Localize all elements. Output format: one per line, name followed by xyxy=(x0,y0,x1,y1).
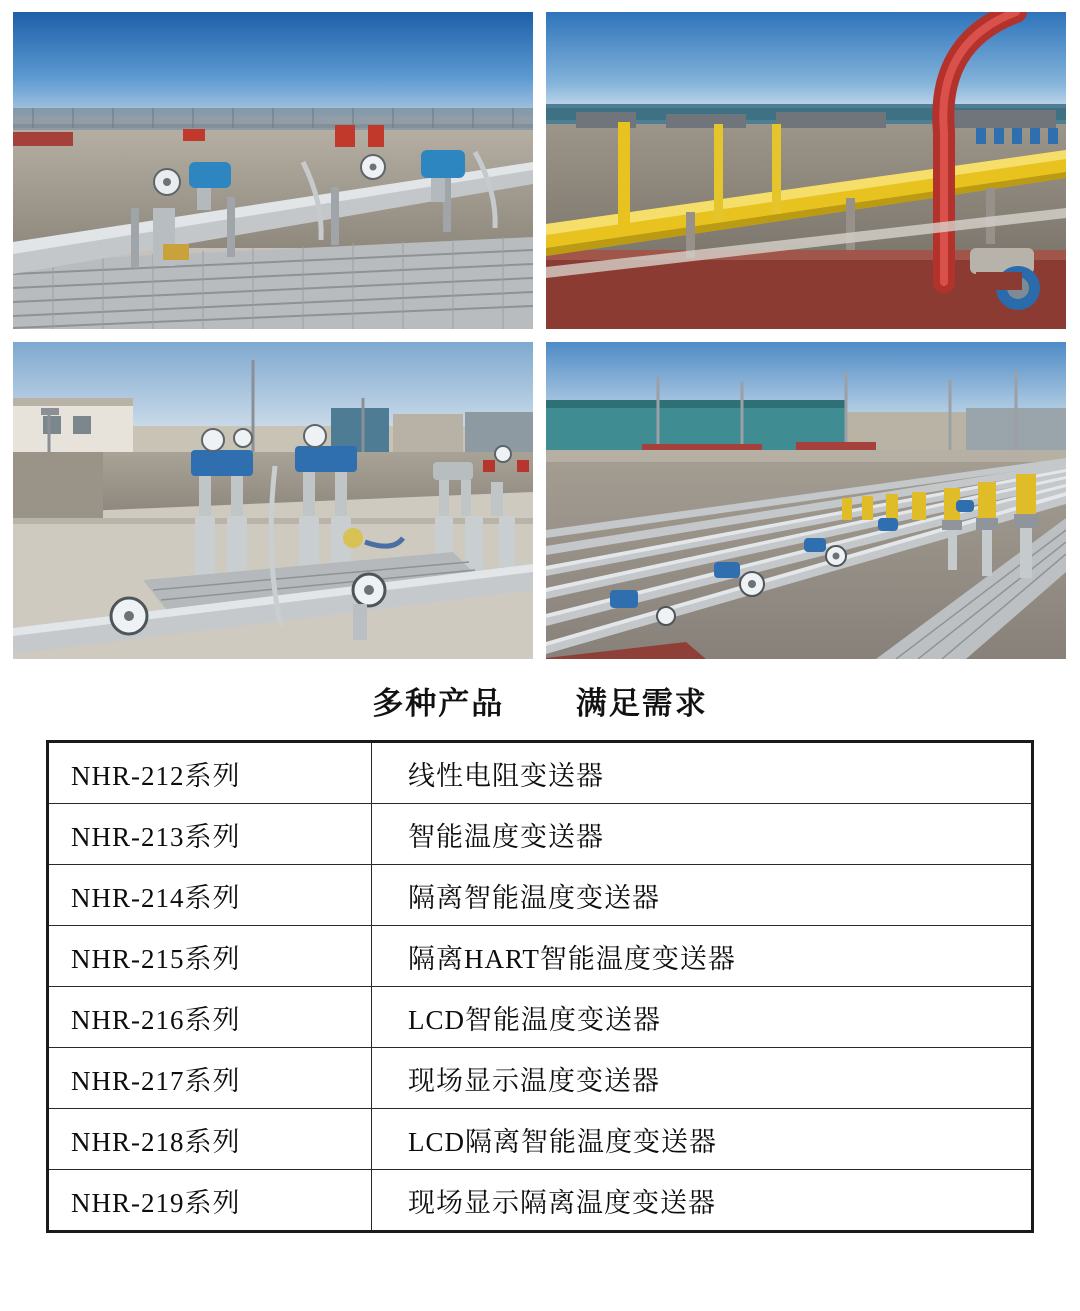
product-model: NHR-215系列 xyxy=(48,926,372,987)
photo-yellow-pipeline-image xyxy=(546,12,1066,329)
product-description: LCD隔离智能温度变送器 xyxy=(372,1109,1033,1170)
product-model: NHR-212系列 xyxy=(48,742,372,804)
product-model: NHR-213系列 xyxy=(48,804,372,865)
table-row xyxy=(48,742,1033,804)
product-model: NHR-219系列 xyxy=(48,1170,372,1232)
table-row xyxy=(48,1048,1033,1109)
photo-pipe-array xyxy=(546,342,1066,659)
photo-pipeline-gauges-image xyxy=(13,12,533,329)
product-description: 现场显示隔离温度变送器 xyxy=(372,1170,1033,1232)
section-heading-left: 多种产品 xyxy=(372,686,505,722)
product-description: 线性电阻变送器 xyxy=(372,742,1033,804)
table-row xyxy=(48,926,1033,987)
photo-pipe-array-image xyxy=(546,342,1066,659)
product-model: NHR-214系列 xyxy=(48,865,372,926)
photo-gallery xyxy=(13,12,1067,659)
product-table xyxy=(46,740,1034,1233)
table-row xyxy=(48,1109,1033,1170)
product-model: NHR-218系列 xyxy=(48,1109,372,1170)
product-model: NHR-216系列 xyxy=(48,987,372,1048)
section-heading-right: 满足需求 xyxy=(575,686,708,722)
product-description: LCD智能温度变送器 xyxy=(372,987,1033,1048)
photo-yellow-pipeline xyxy=(546,12,1066,329)
table-row xyxy=(48,1170,1033,1232)
photo-pipeline-gauges xyxy=(13,12,533,329)
table-row xyxy=(48,987,1033,1048)
product-model: NHR-217系列 xyxy=(48,1048,372,1109)
table-row xyxy=(48,865,1033,926)
product-description: 隔离智能温度变送器 xyxy=(372,865,1033,926)
photo-manifold-platform xyxy=(13,342,533,659)
product-description: 隔离HART智能温度变送器 xyxy=(372,926,1033,987)
product-table-body xyxy=(48,742,1033,1232)
product-description: 智能温度变送器 xyxy=(372,804,1033,865)
product-description: 现场显示温度变送器 xyxy=(372,1048,1033,1109)
table-row xyxy=(48,804,1033,865)
section-heading xyxy=(0,678,1080,723)
photo-manifold-platform-image xyxy=(13,342,533,659)
